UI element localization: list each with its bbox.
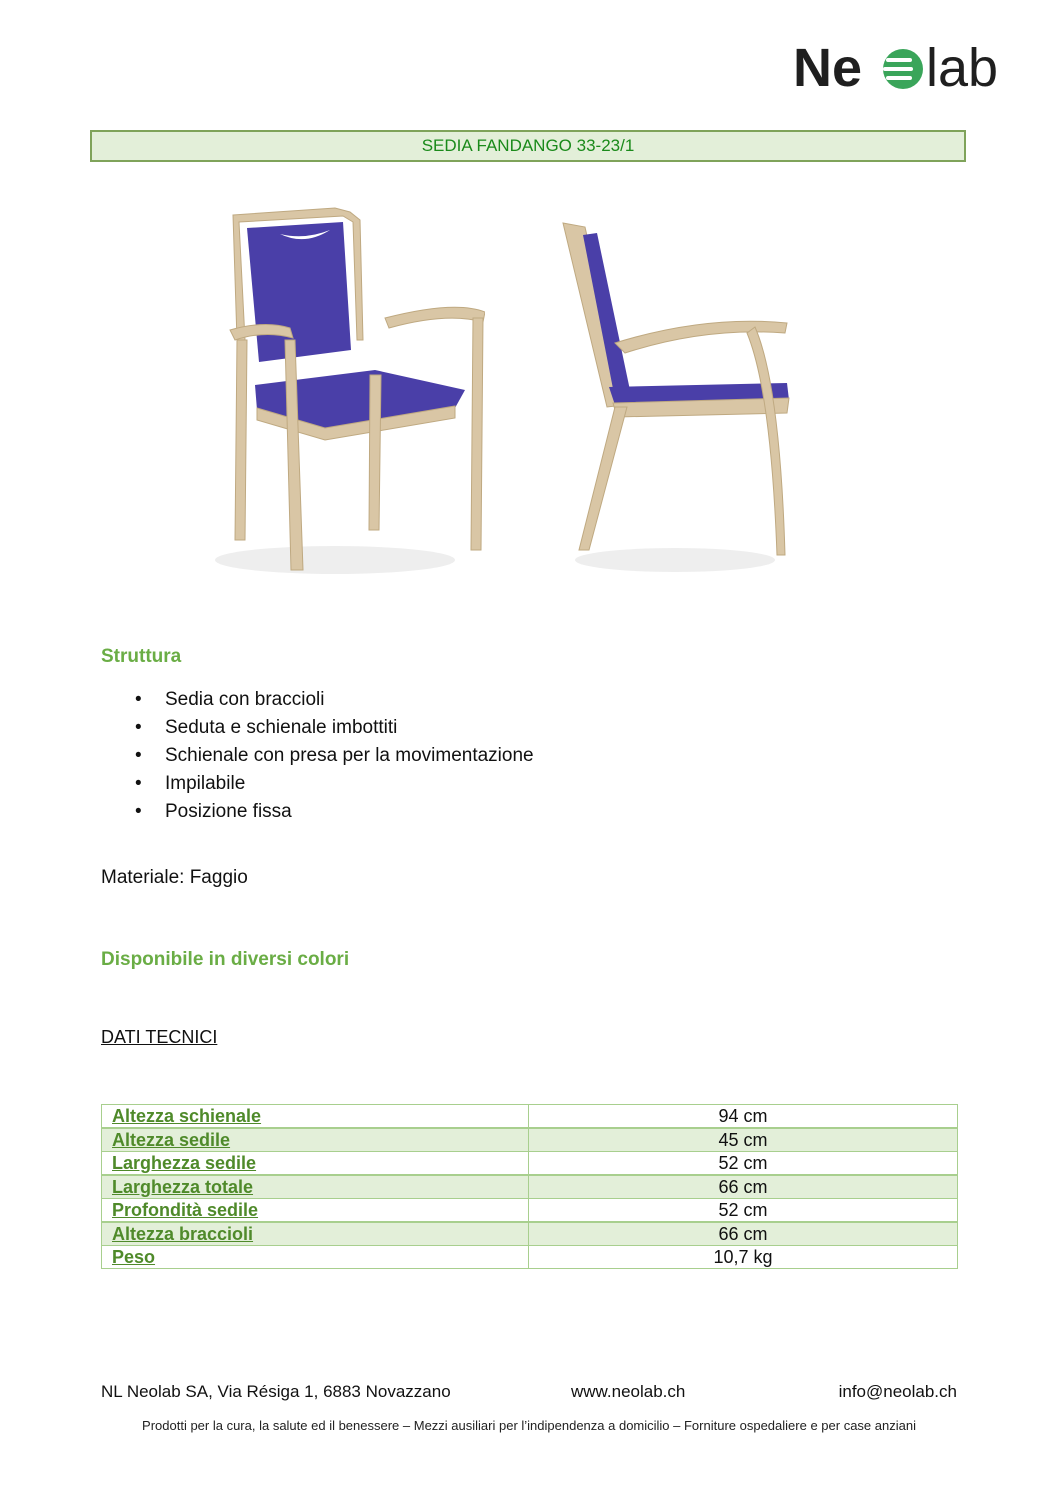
spec-value: 94 cm <box>529 1105 958 1129</box>
technical-data-table <box>101 1104 958 1269</box>
table-row <box>102 1199 958 1223</box>
footer-website-link[interactable]: www.neolab.ch <box>571 1382 686 1401</box>
svg-text:lab: lab <box>926 38 999 98</box>
chair-front-image <box>185 200 485 590</box>
spec-value: 52 cm <box>529 1152 958 1176</box>
spec-label[interactable]: Peso <box>102 1246 529 1269</box>
list-item: • Posizione fissa <box>101 798 534 826</box>
table-row <box>102 1175 958 1199</box>
table-row <box>102 1128 958 1152</box>
footer-tagline: Prodotti per la cura, la salute ed il benessere – Mezzi ausiliari per l’indipendenza a domicilio – Forniture ospedaliere e per case anziani <box>142 1418 916 1433</box>
spec-value: 45 cm <box>529 1128 958 1152</box>
logo-o-icon <box>883 49 923 89</box>
neolab-logo <box>793 38 1015 98</box>
footer-email-link[interactable]: info@neolab.ch <box>838 1382 957 1401</box>
svg-text:Ne: Ne <box>793 38 863 98</box>
spec-label[interactable]: Larghezza totale <box>102 1175 529 1199</box>
list-item: • Schienale con presa per la movimentazione <box>101 742 534 770</box>
list-item: • Sedia con braccioli <box>101 686 534 714</box>
spec-label[interactable]: Profondità sedile <box>102 1199 529 1223</box>
neolab-logo-graphic <box>793 38 1015 98</box>
chair-side-image <box>555 215 805 585</box>
table-row <box>102 1222 958 1246</box>
struttura-list <box>101 686 534 826</box>
table-row <box>102 1246 958 1269</box>
spec-value: 10,7 kg <box>529 1246 958 1269</box>
footer-address: NL Neolab SA, Via Résiga 1, 6883 Novazzano <box>101 1382 451 1401</box>
spec-label[interactable]: Altezza braccioli <box>102 1222 529 1246</box>
spec-value: 66 cm <box>529 1222 958 1246</box>
spec-label[interactable]: Altezza sedile <box>102 1128 529 1152</box>
material-text: Materiale: Faggio <box>101 867 248 888</box>
product-title-bar <box>90 130 966 162</box>
table-row <box>102 1152 958 1176</box>
technical-data-heading: DATI TECNICI <box>101 1027 218 1047</box>
list-item: • Seduta e schienale imbottiti <box>101 714 534 742</box>
spec-value: 52 cm <box>529 1199 958 1223</box>
colors-heading: Disponibile in diversi colori <box>101 949 350 970</box>
spec-value: 66 cm <box>529 1175 958 1199</box>
product-title: SEDIA FANDANGO 33-23/1 <box>421 136 635 155</box>
spec-label[interactable]: Larghezza sedile <box>102 1152 529 1176</box>
table-row <box>102 1105 958 1129</box>
spec-label[interactable]: Altezza schienale <box>102 1105 529 1129</box>
struttura-heading: Struttura <box>101 646 182 667</box>
list-item: • Impilabile <box>101 770 534 798</box>
